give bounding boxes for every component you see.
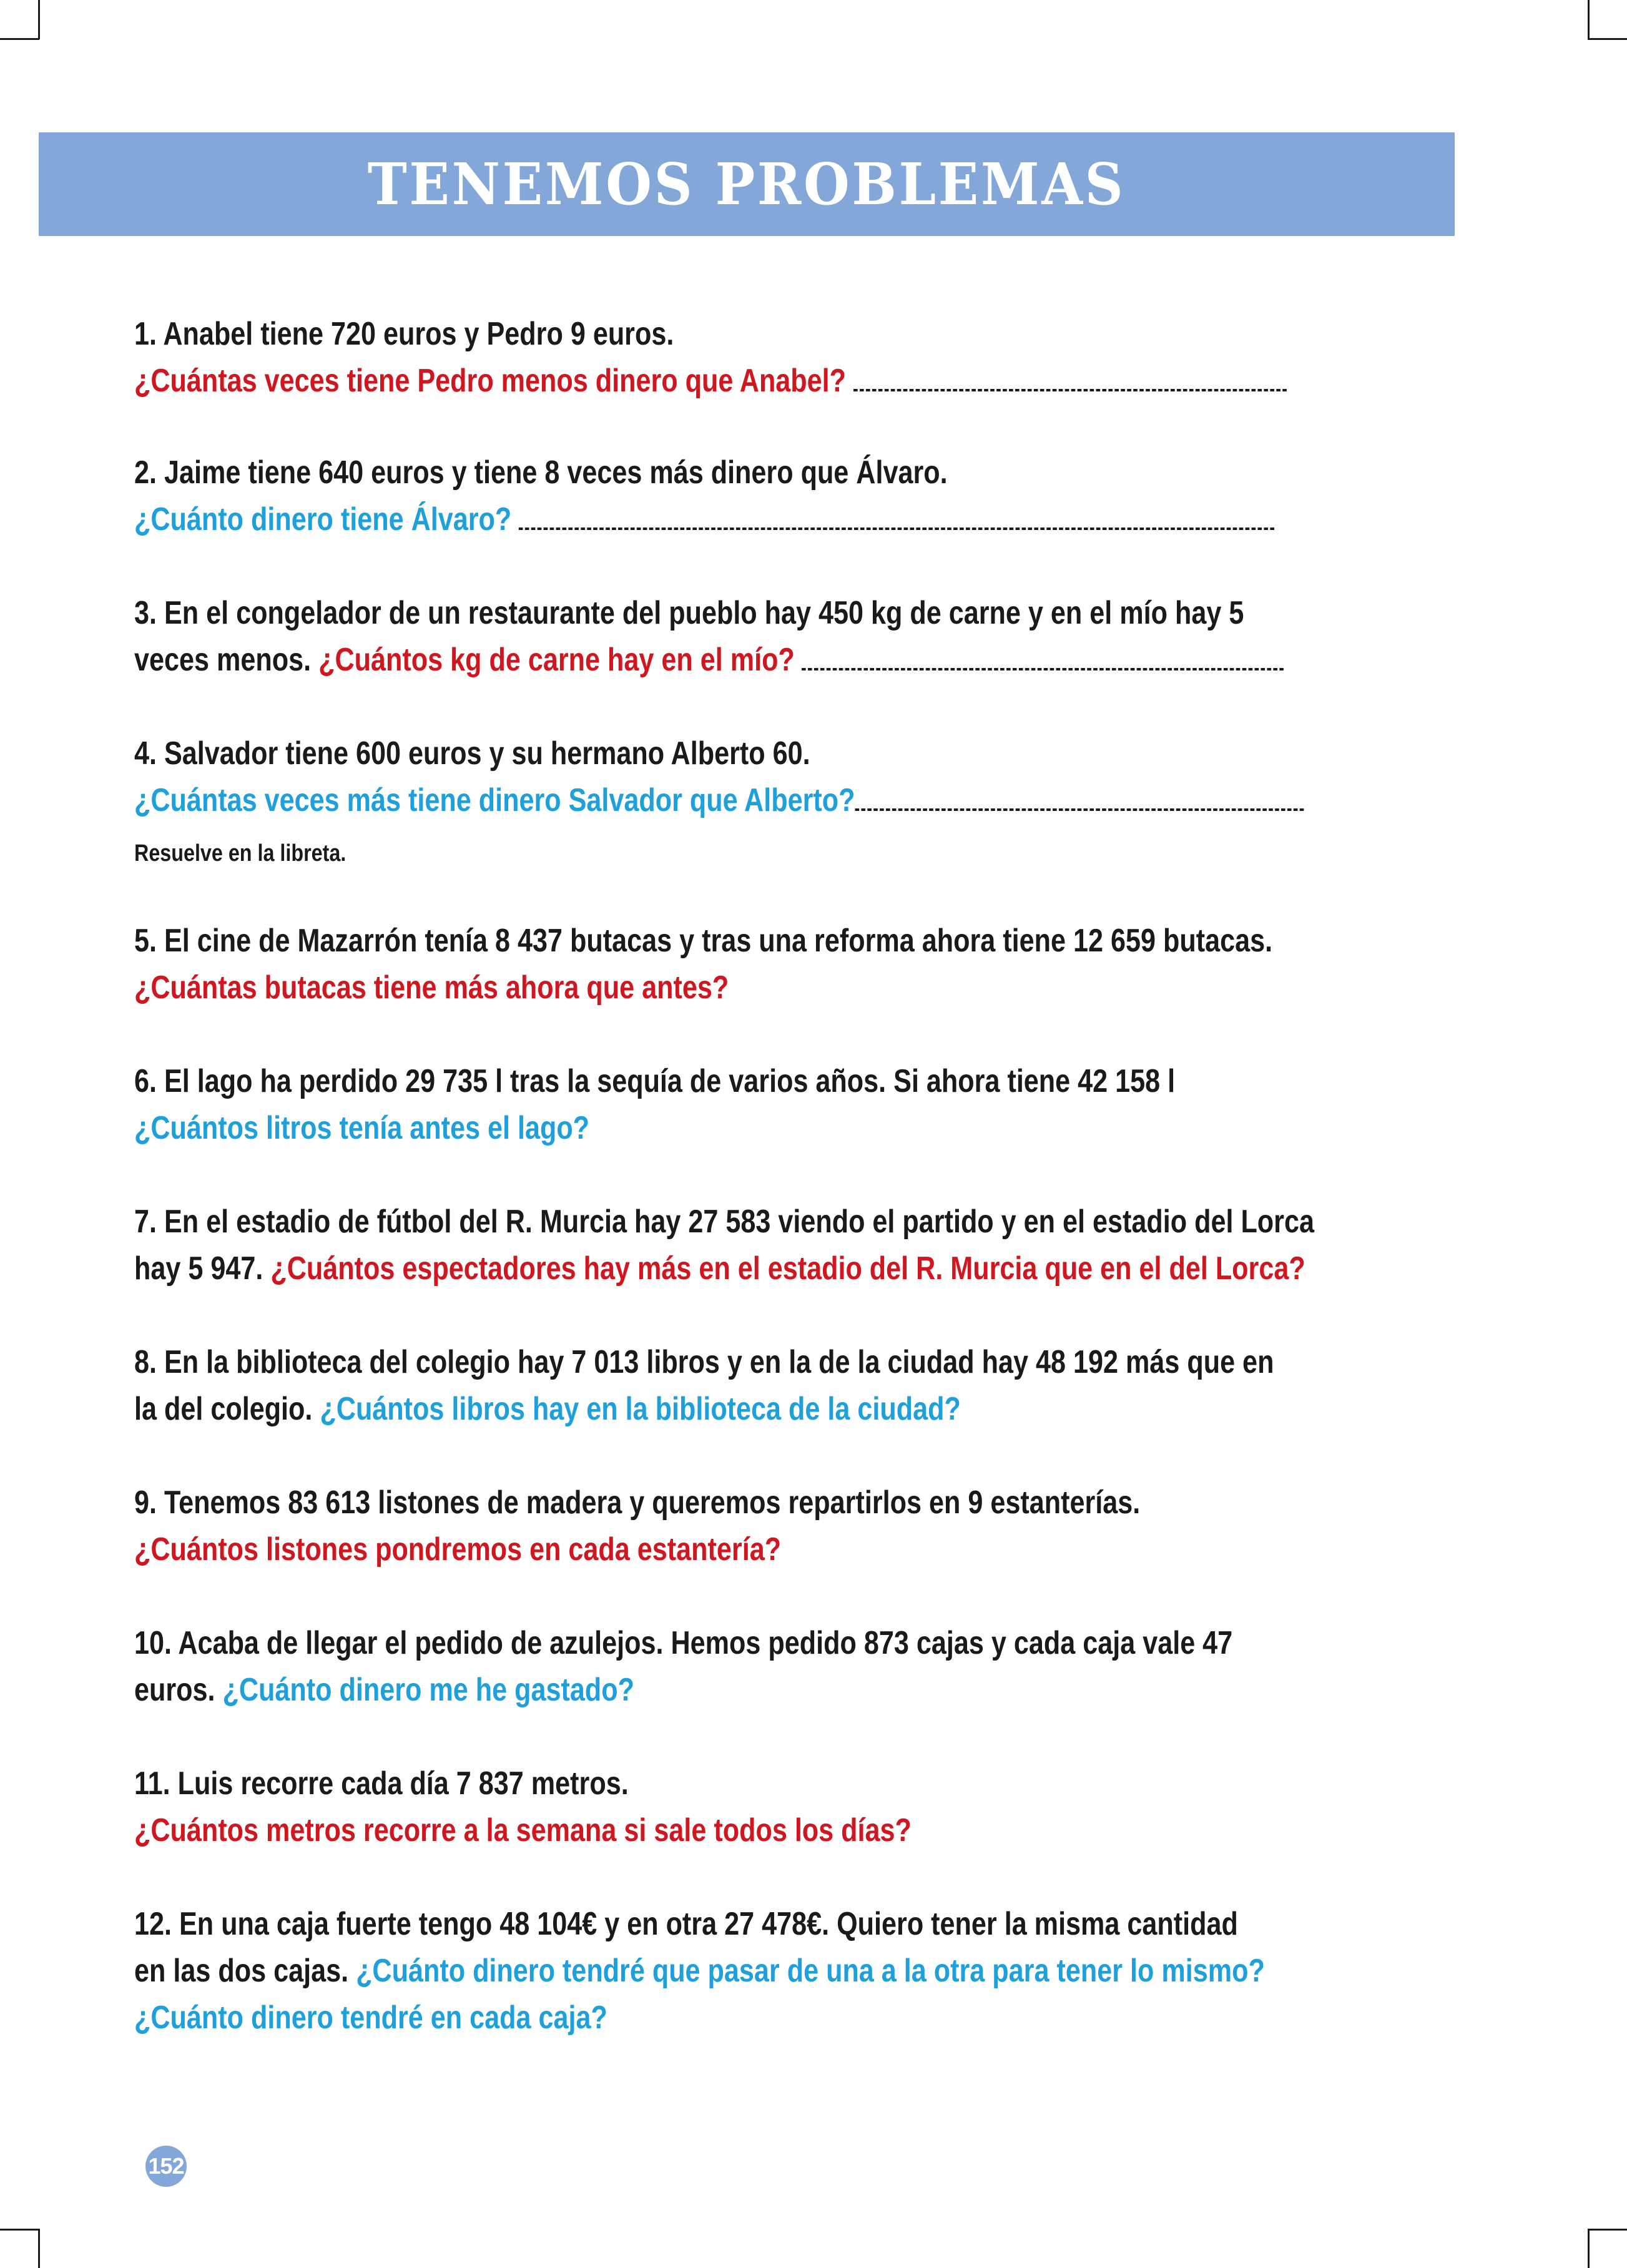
answer-line[interactable] bbox=[855, 803, 1304, 811]
question-text: ¿Cuánto dinero me he gastado? bbox=[222, 1672, 634, 1708]
crop-mark-top-right-h bbox=[1588, 38, 1627, 40]
crop-mark-bottom-right-h bbox=[1588, 2229, 1627, 2231]
question-text: ¿Cuántos libros hay en la biblioteca de la ciudad? bbox=[320, 1391, 961, 1427]
statement-text: veces menos. bbox=[134, 642, 312, 678]
problem-11-statement bbox=[134, 1765, 629, 1802]
question-text: ¿Cuántos listones pondremos en cada estantería? bbox=[134, 1531, 782, 1568]
question-text: ¿Cuántos litros tenía antes el lago? bbox=[134, 1110, 590, 1146]
problem-6-question bbox=[134, 1109, 589, 1147]
statement-text: hay 5 947. bbox=[134, 1250, 263, 1287]
problem-9-statement bbox=[134, 1484, 1140, 1521]
instruction-text: Resuelve en la libreta. bbox=[134, 840, 347, 866]
problem-2-question bbox=[134, 501, 1274, 538]
statement-text: 8. En la biblioteca del colegio hay 7 013 libros y en la de la ciudad hay 48 192 más que en bbox=[134, 1344, 1274, 1380]
question-text: ¿Cuánto dinero tendré que pasar de una a la otra para tener lo mismo? bbox=[356, 1953, 1265, 1989]
statement-text: 5. El cine de Mazarrón tenía 8 437 butacas y tras una reforma ahora tiene 12 659 butacas. bbox=[134, 923, 1273, 959]
problem-1-statement bbox=[134, 315, 674, 353]
page-number-badge: 152 bbox=[145, 2146, 187, 2187]
statement-text: 4. Salvador tiene 600 euros y su hermano Alberto 60. bbox=[134, 735, 810, 772]
statement-text: 11. Luis recorre cada día 7 837 metros. bbox=[134, 1765, 629, 1802]
statement-text: 6. El lago ha perdido 29 735 l tras la sequía de varios años. Si ahora tiene 42 158 l bbox=[134, 1063, 1176, 1099]
problem-8-statement bbox=[134, 1343, 1274, 1381]
problem-4-statement bbox=[134, 735, 810, 772]
statement-text: euros. bbox=[134, 1672, 215, 1708]
question-text: ¿Cuántos kg de carne hay en el mío? bbox=[318, 642, 795, 678]
problem-7-statement bbox=[134, 1203, 1314, 1240]
answer-line[interactable] bbox=[802, 663, 1284, 670]
answer-line[interactable] bbox=[853, 384, 1287, 391]
problem-5-question bbox=[134, 969, 729, 1006]
statement-text: 3. En el congelador de un restaurante del pueblo hay 450 kg de carne y en el mío hay 5 bbox=[134, 595, 1244, 631]
problem-1-question bbox=[134, 362, 1287, 400]
page-title: TENEMOS PROBLEMAS bbox=[368, 150, 1126, 218]
problem-3-statement bbox=[134, 594, 1244, 632]
question-text: ¿Cuántas butacas tiene más ahora que antes? bbox=[134, 970, 729, 1006]
problem-12-question-2 bbox=[134, 1999, 607, 2036]
crop-mark-bottom-left-h bbox=[0, 2229, 39, 2231]
question-text: ¿Cuántos metros recorre a la semana si sale todos los días? bbox=[134, 1812, 912, 1848]
problem-4-question bbox=[134, 782, 1304, 819]
statement-text: 12. En una caja fuerte tengo 48 104€ y en otra 27 478€. Quiero tener la misma cantidad bbox=[134, 1906, 1238, 1942]
statement-text: la del colegio. bbox=[134, 1391, 313, 1427]
problem-5-statement bbox=[134, 922, 1272, 960]
question-text: ¿Cuánto dinero tiene Álvaro? bbox=[134, 501, 512, 538]
problem-12-question-1 bbox=[134, 1952, 1265, 1990]
question-text: ¿Cuántas veces más tiene dinero Salvador que Alberto? bbox=[134, 782, 855, 818]
problem-9-question bbox=[134, 1531, 781, 1568]
title-banner bbox=[39, 132, 1455, 236]
problem-10-statement bbox=[134, 1624, 1232, 1662]
question-text: ¿Cuántos espectadores hay más en el estadio del R. Murcia que en el del Lorca? bbox=[270, 1250, 1305, 1287]
problem-11-question bbox=[134, 1812, 912, 1849]
problem-6-statement bbox=[134, 1063, 1175, 1100]
crop-mark-top-left-h bbox=[0, 38, 39, 40]
crop-mark-top-left-v bbox=[38, 0, 40, 39]
statement-text: 1. Anabel tiene 720 euros y Pedro 9 euros. bbox=[134, 316, 674, 352]
question-text: ¿Cuántas veces tiene Pedro menos dinero que Anabel? bbox=[134, 363, 847, 399]
problem-3-question bbox=[134, 641, 1284, 679]
problem-8-question bbox=[134, 1390, 961, 1428]
statement-text: en las dos cajas. bbox=[134, 1953, 349, 1989]
crop-mark-bottom-right-v bbox=[1588, 2229, 1590, 2268]
problem-7-question bbox=[134, 1250, 1305, 1287]
problem-12-statement bbox=[134, 1905, 1238, 1943]
problem-10-question bbox=[134, 1671, 634, 1709]
statement-text: 2. Jaime tiene 640 euros y tiene 8 veces más dinero que Álvaro. bbox=[134, 454, 948, 491]
statement-text: 9. Tenemos 83 613 listones de madera y queremos repartirlos en 9 estanterías. bbox=[134, 1485, 1141, 1521]
statement-text: 7. En el estadio de fútbol del R. Murcia hay 27 583 viendo el partido y en el estadio del Lorca bbox=[134, 1204, 1314, 1240]
problem-2-statement bbox=[134, 454, 948, 491]
crop-mark-top-right-v bbox=[1588, 0, 1590, 39]
statement-text: 10. Acaba de llegar el pedido de azulejos. Hemos pedido 873 cajas y cada caja vale 47 bbox=[134, 1625, 1233, 1661]
answer-line[interactable] bbox=[519, 523, 1274, 530]
question-text: ¿Cuánto dinero tendré en cada caja? bbox=[134, 2000, 607, 2036]
crop-mark-bottom-left-v bbox=[38, 2229, 40, 2268]
